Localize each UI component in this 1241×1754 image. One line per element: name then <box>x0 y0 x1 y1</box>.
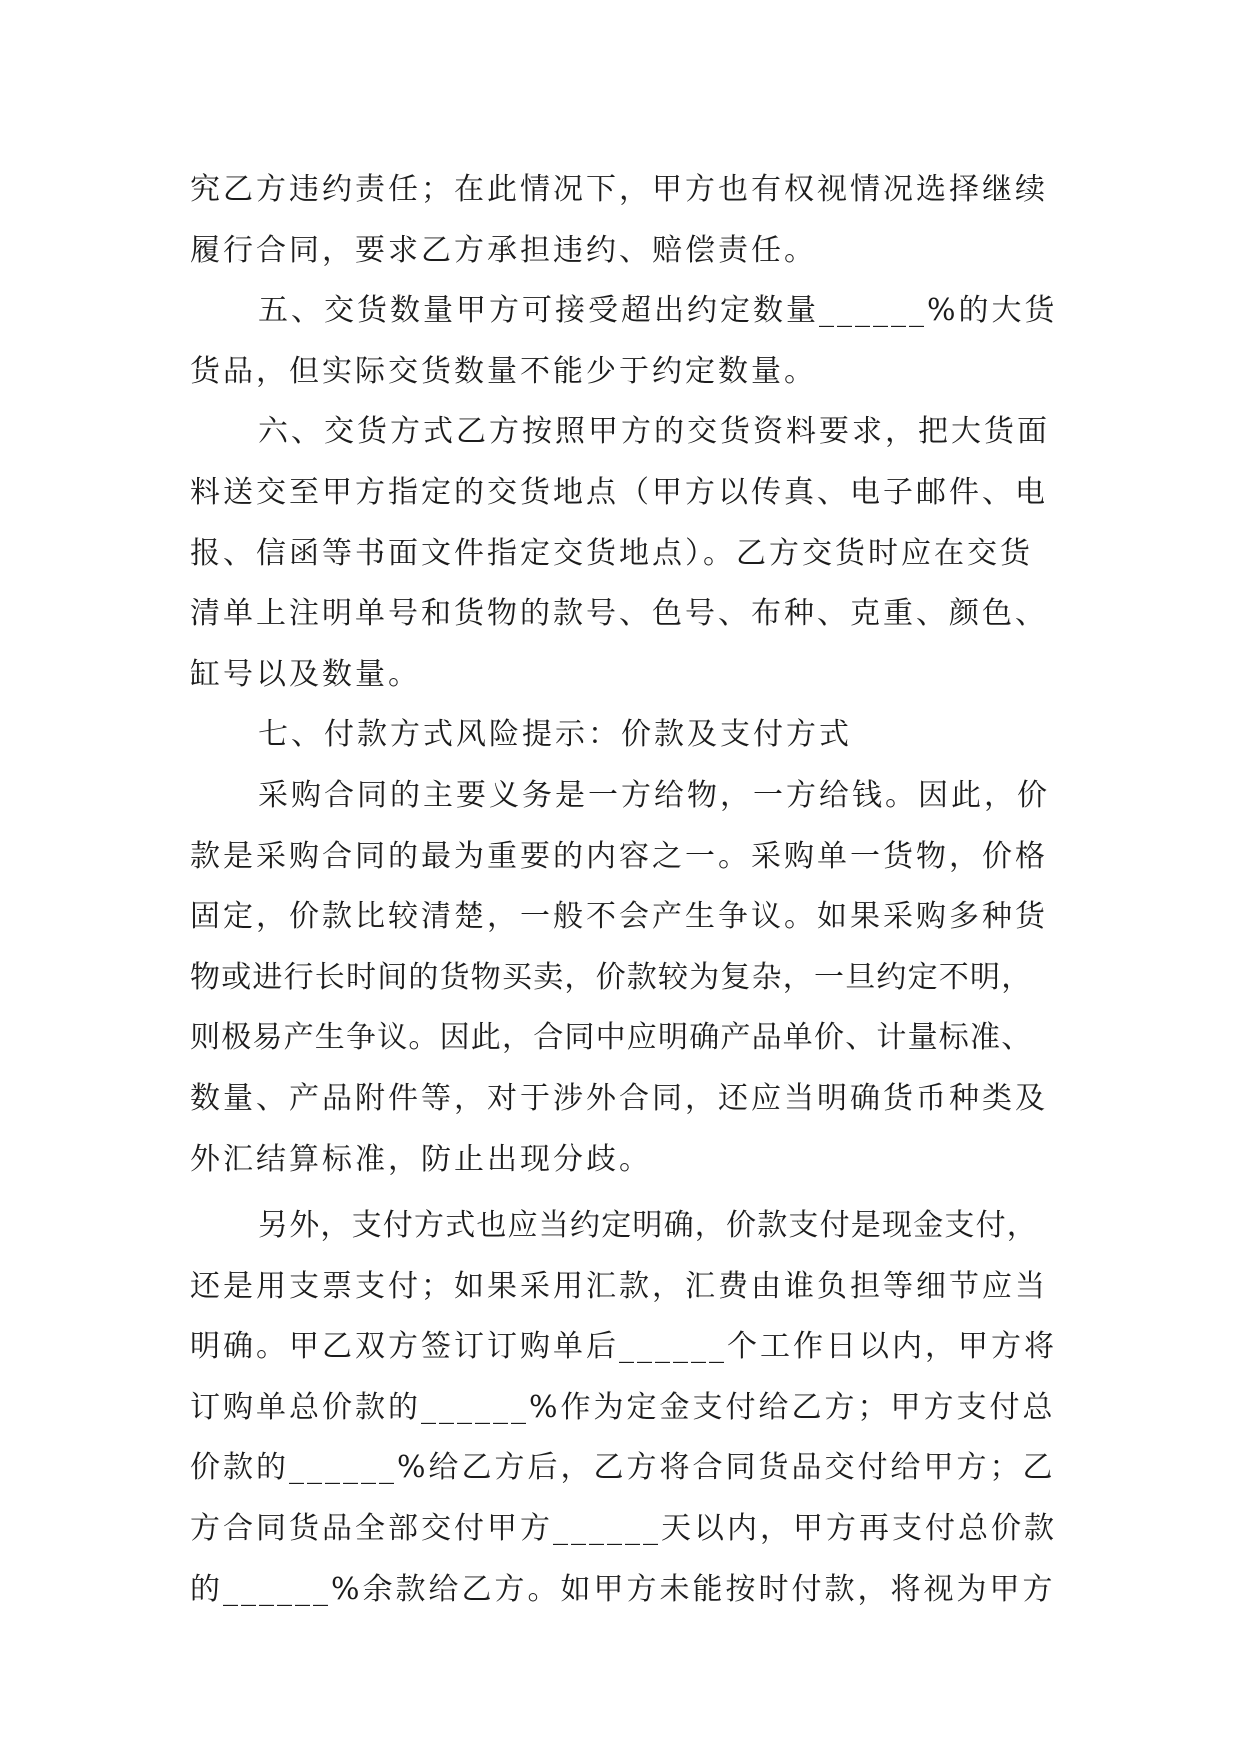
text-line: 的______%余款给乙方。如甲方未能按时付款，将视为甲方 <box>190 1571 1056 1607</box>
text-line: 数量、产品附件等，对于涉外合同，还应当明确货币种类及 <box>190 1080 1048 1116</box>
text-line: 缸号以及数量。 <box>190 656 421 692</box>
text-line: 方合同货品全部交付甲方______天以内，甲方再支付总价款 <box>190 1511 1057 1547</box>
text-line: 还是用支票支付；如果采用汇款，汇费由谁负担等细节应当 <box>190 1268 1048 1304</box>
text-line: 物或进行长时间的货物买卖，价款较为复杂，一旦约定不明， <box>190 959 1033 995</box>
paragraph-start: 采购合同的主要义务是一方给物，一方给钱。因此，价 <box>258 777 1050 813</box>
text-line: 报、信函等书面文件指定交货地点）。乙方交货时应在交货 <box>190 535 1033 571</box>
text-line: 履行合同，要求乙方承担违约、赔偿责任。 <box>190 232 817 268</box>
section-six-heading: 六、交货方式乙方按照甲方的交货资料要求，把大货面 <box>258 414 1050 450</box>
section-seven-heading: 七、付款方式风险提示：价款及支付方式 <box>258 717 852 753</box>
text-line: 则极易产生争议。因此，合同中应明确产品单价、计量标准、 <box>190 1020 1033 1056</box>
text-line: 明确。甲乙双方签订订购单后______个工作日以内，甲方将 <box>190 1329 1057 1365</box>
paragraph-start: 另外，支付方式也应当约定明确，价款支付是现金支付， <box>258 1208 1038 1244</box>
text-line: 款是采购合同的最为重要的内容之一。采购单一货物，价格 <box>190 838 1048 874</box>
document-body <box>190 160 1070 1620</box>
text-line: 价款的______%给乙方后，乙方将合同货品交付给甲方；乙 <box>190 1450 1056 1486</box>
text-line: 清单上注明单号和货物的款号、色号、布种、克重、颜色、 <box>190 596 1048 632</box>
text-line: 固定，价款比较清楚，一般不会产生争议。如果采购多种货 <box>190 899 1048 935</box>
text-line: 料送交至甲方指定的交货地点（甲方以传真、电子邮件、电 <box>190 474 1048 510</box>
text-line: 究乙方违约责任；在此情况下，甲方也有权视情况选择继续 <box>190 172 1048 207</box>
text-line: 外汇结算标准，防止出现分歧。 <box>190 1141 652 1177</box>
section-five-heading: 五、交货数量甲方可接受超出约定数量______%的大货 <box>258 293 1058 329</box>
text-line: 订购单总价款的______%作为定金支付给乙方；甲方支付总 <box>190 1389 1056 1425</box>
text-line: 货品，但实际交货数量不能少于约定数量。 <box>190 353 817 389</box>
